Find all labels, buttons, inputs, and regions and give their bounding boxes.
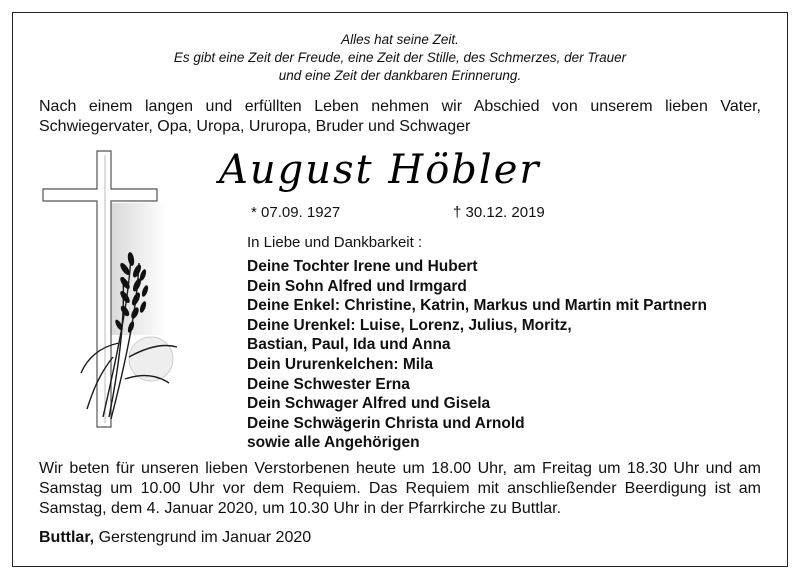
death-date: † 30.12. 2019 (453, 204, 545, 221)
mourner-line: Deine Tochter Irene und Hubert (247, 258, 478, 275)
mourner-line: Deine Schwester Erna (247, 375, 410, 393)
thanks-heading: In Liebe und Dankbarkeit : (247, 234, 423, 251)
motto (13, 31, 787, 85)
deceased-name: August Höbler (219, 147, 541, 193)
signoff (39, 529, 311, 547)
obituary-card (12, 12, 788, 567)
mourner-line: Bastian, Paul, Ida und Anna (247, 336, 451, 354)
motto-line: Es gibt eine Zeit der Freude, eine Zeit der Stille, des Schmerzes, der Trauer (173, 50, 627, 65)
signoff-place: Buttlar, (39, 529, 95, 546)
mourner-line: Dein Sohn Alfred und Irmgard (247, 277, 467, 295)
mourner-line: Deine Schwägerin Christa und Arnold (247, 414, 525, 432)
mourner-line: Deine Enkel: Christine, Katrin, Markus und Martin mit Partnern (247, 297, 707, 315)
birth-date: * 07.09. 1927 (251, 204, 341, 221)
mourner-line: Deine Urenkel: Luise, Lorenz, Julius, Moritz, (247, 316, 572, 334)
service-notice: Wir beten für unseren lieben Verstorbenen heute um 18.00 Uhr, am Freitag um 18.30 Uhr und am Samstag um 10.00 Uhr vor dem Requiem. Das Requiem mit anschließender Beerdigung ist am Samstag, dem 4. Januar 2020, um 10.30 Uhr in der Pfarrkirche zu Buttlar. (39, 460, 761, 517)
intro-text: Nach einem langen und erfüllten Leben nehmen wir Abschied von unserem lieben Vater, Schwiegervater, Opa, Uropa, Ururopa, Bruder und Schwager (39, 98, 761, 135)
mourner-line: Dein Schwager Alfred und Gisela (247, 395, 491, 413)
mourners-list (247, 257, 707, 453)
mourner-line: sowie alle Angehörigen (247, 434, 420, 452)
mourner-line: Dein Ururenkelchen: Mila (247, 355, 434, 373)
motto-line: Alles hat seine Zeit. (341, 32, 459, 47)
motto-line: und eine Zeit der dankbaren Erinnerung. (278, 68, 522, 83)
signoff-text: Gerstengrund im Januar 2020 (94, 529, 312, 546)
cross-with-wheat-icon (39, 147, 189, 444)
